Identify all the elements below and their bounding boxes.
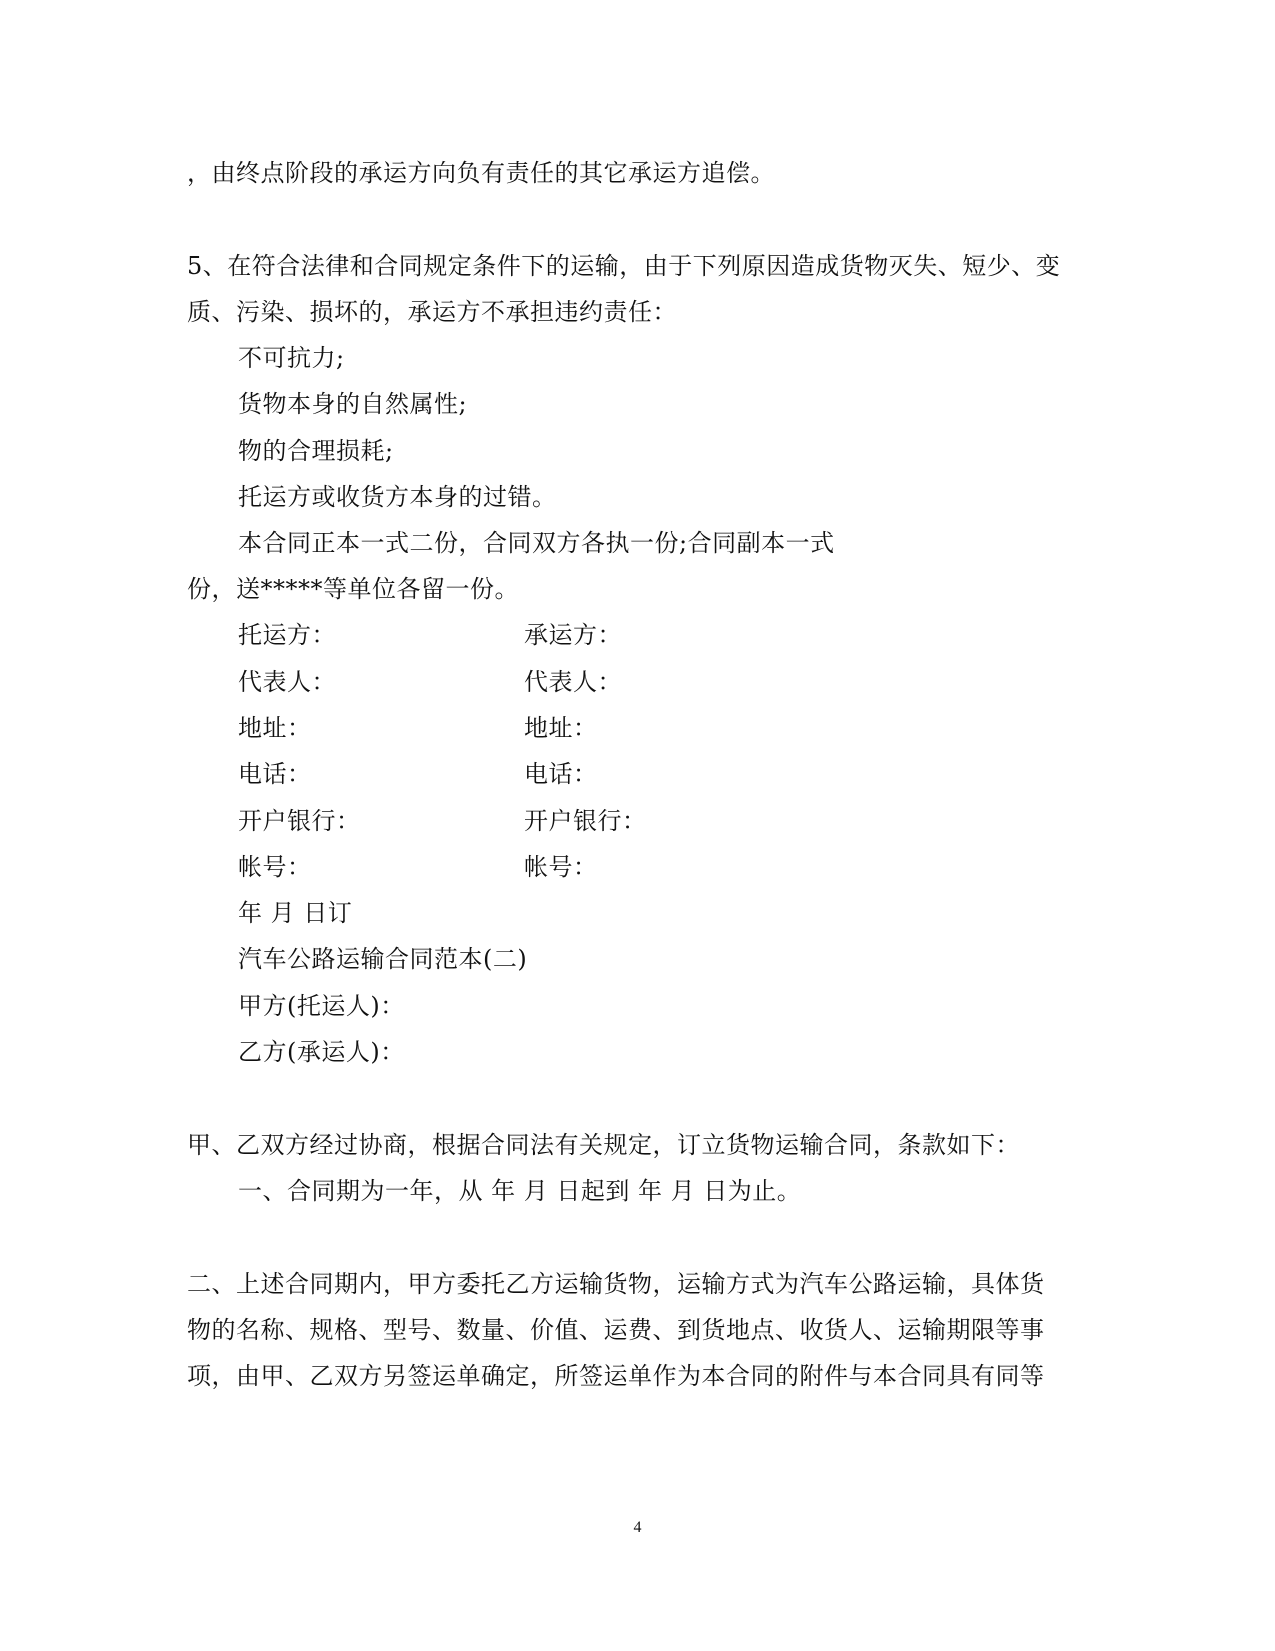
copies-line-1: 本合同正本一式二份，合同双方各执一份;合同副本一式 [238, 529, 835, 557]
party-b-line: 乙方(承运人)： [238, 1038, 405, 1066]
clause-2-line-2: 物的名称、规格、型号、数量、价值、运费、到货地点、收货人、运输期限等事 [187, 1316, 1045, 1344]
signature-left-phone: 电话： [238, 760, 312, 788]
signature-right-phone: 电话： [524, 760, 598, 788]
page-number: 4 [633, 1519, 642, 1536]
signature-left-address: 地址： [238, 714, 312, 742]
contract-intro: 甲、乙双方经过协商，根据合同法有关规定，订立货物运输合同，条款如下： [187, 1131, 1020, 1159]
signature-right-carrier: 承运方： [524, 621, 622, 649]
party-a-line: 甲方(托运人)： [238, 992, 405, 1020]
date-line: 年 月 日订 [238, 899, 353, 927]
clause-1: 一、合同期为一年，从 年 月 日起到 年 月 日为止。 [238, 1177, 802, 1205]
list-item-fault: 托运方或收货方本身的过错。 [238, 483, 557, 511]
clause-5-line-2: 质、污染、损坏的，承运方不承担违约责任： [187, 298, 677, 326]
list-item-reasonable-loss: 物的合理损耗; [238, 437, 394, 465]
list-item-force-majeure: 不可抗力; [238, 344, 345, 372]
clause-2-line-3: 项，由甲、乙双方另签运单确定，所签运单作为本合同的附件与本合同具有同等 [187, 1362, 1045, 1390]
signature-right-bank: 开户银行： [524, 807, 647, 835]
signature-left-account: 帐号： [238, 853, 312, 881]
paragraph-line: ，由终点阶段的承运方向负有责任的其它承运方追偿。 [187, 159, 775, 187]
signature-right-account: 帐号： [524, 853, 598, 881]
signature-left-bank: 开户银行： [238, 807, 361, 835]
signature-right-address: 地址： [524, 714, 598, 742]
contract-2-title: 汽车公路运输合同范本(二) [238, 945, 528, 973]
signature-right-representative: 代表人： [524, 668, 622, 696]
clause-2-line-1: 二、上述合同期内，甲方委托乙方运输货物，运输方式为汽车公路运输，具体货 [187, 1270, 1045, 1298]
signature-left-shipper: 托运方： [238, 621, 336, 649]
clause-5-line-1: 5、在符合法律和合同规定条件下的运输，由于下列原因造成货物灭失、短少、变 [187, 252, 1061, 280]
list-item-natural-property: 货物本身的自然属性; [238, 390, 468, 418]
copies-line-2: 份，送*****等单位各留一份。 [187, 575, 519, 603]
signature-left-representative: 代表人： [238, 668, 336, 696]
